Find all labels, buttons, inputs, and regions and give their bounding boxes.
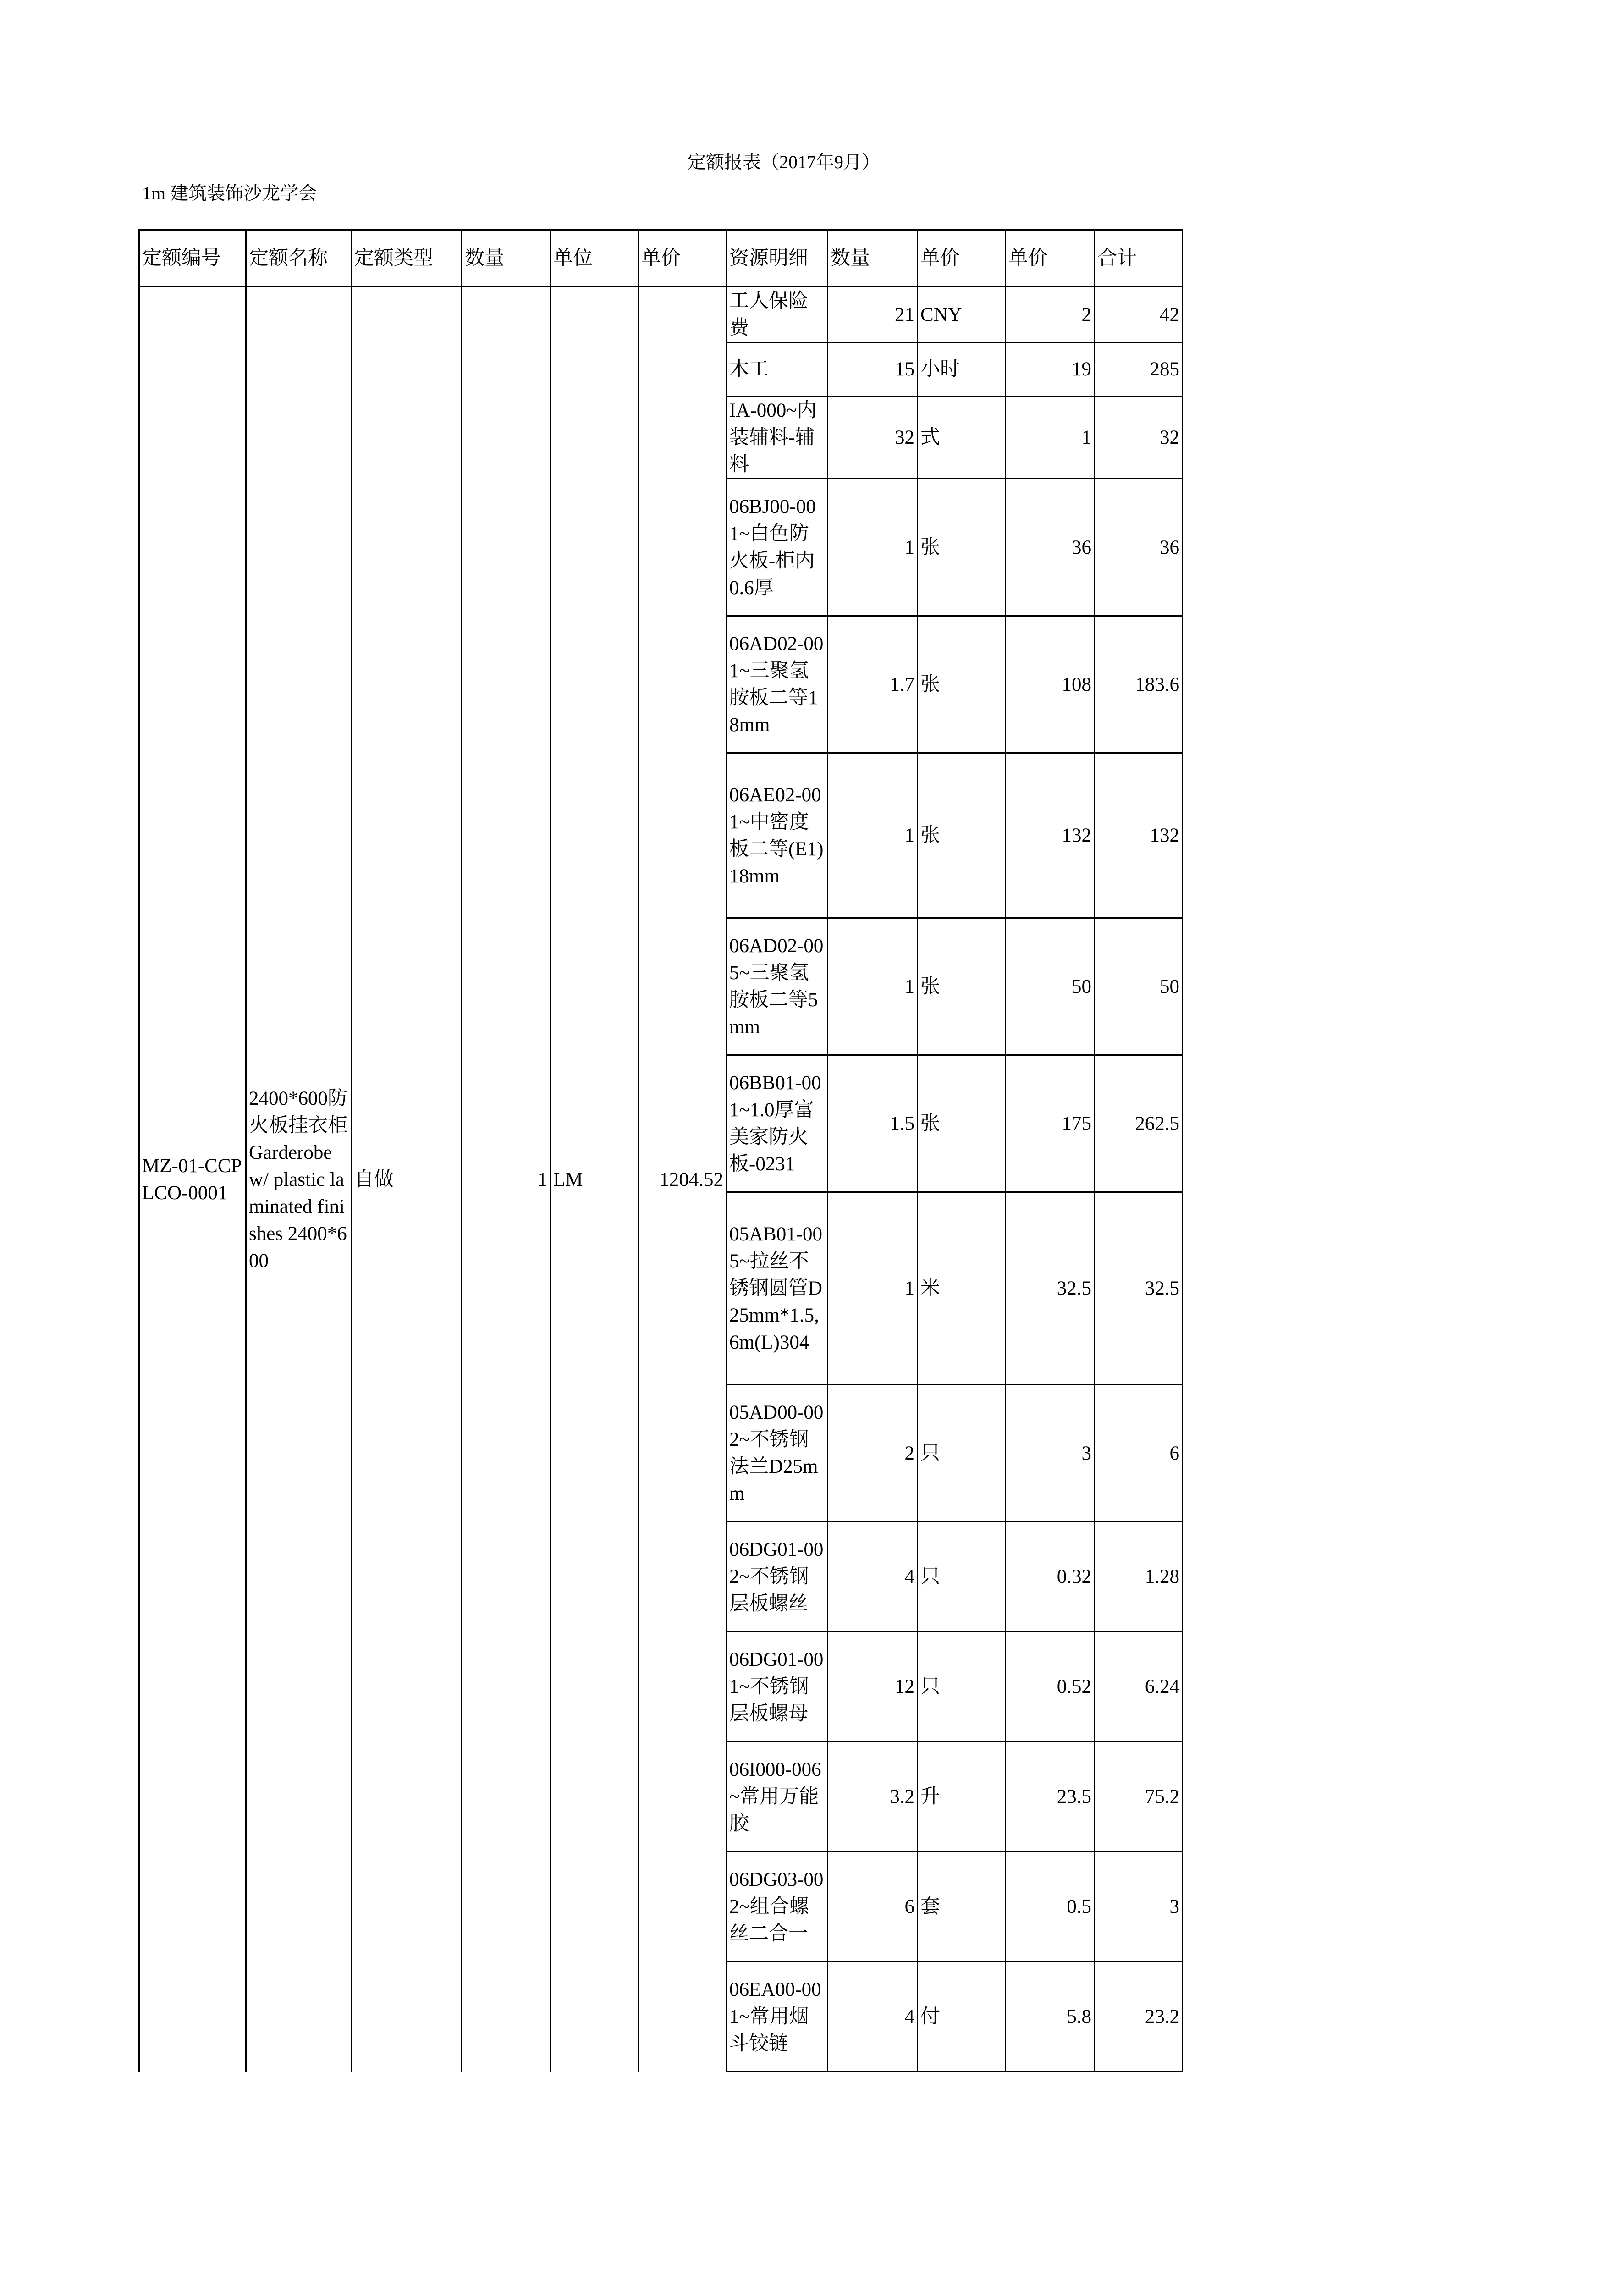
resource-name: 06DG01-001~不锈钢层板螺母 <box>727 1632 828 1742</box>
resource-total: 262.5 <box>1095 1055 1183 1192</box>
resource-price: 1 <box>1006 397 1095 479</box>
resource-total: 23.2 <box>1095 1962 1183 2072</box>
resource-total: 36 <box>1095 479 1183 616</box>
resource-name: 05AB01-005~拉丝不锈钢圆管D25mm*1.5,6m(L)304 <box>727 1192 828 1385</box>
resource-quantity: 1.5 <box>828 1055 918 1192</box>
resource-unit: 式 <box>918 397 1006 479</box>
header-resource-price: 单价 <box>1006 230 1095 286</box>
header-resource-unit: 单价 <box>918 230 1006 286</box>
resource-quantity: 6 <box>828 1852 918 1962</box>
resource-total: 42 <box>1095 286 1183 342</box>
resource-quantity: 1 <box>828 918 918 1055</box>
resource-name: 06EA00-001~常用烟斗铰链 <box>727 1962 828 2072</box>
resource-unit: 米 <box>918 1192 1006 1385</box>
quota-unit: LM <box>551 286 639 2072</box>
resource-total: 75.2 <box>1095 1742 1183 1852</box>
resource-total: 50 <box>1095 918 1183 1055</box>
resource-name: IA-000~内装辅料-辅料 <box>727 397 828 479</box>
resource-unit: 小时 <box>918 342 1006 397</box>
resource-price: 0.5 <box>1006 1852 1095 1962</box>
quota-name: 2400*600防火板挂衣柜Garderobe w/ plastic laminated finishes 2400*600 <box>246 286 352 2072</box>
resource-unit: 只 <box>918 1385 1006 1522</box>
resource-price: 19 <box>1006 342 1095 397</box>
resource-quantity: 4 <box>828 1522 918 1632</box>
resource-quantity: 32 <box>828 397 918 479</box>
header-quota-code: 定额编号 <box>139 230 246 286</box>
header-total: 合计 <box>1095 230 1183 286</box>
resource-price: 0.32 <box>1006 1522 1095 1632</box>
resource-price: 50 <box>1006 918 1095 1055</box>
resource-price: 32.5 <box>1006 1192 1095 1385</box>
table-row <box>139 286 1183 342</box>
header-quota-type: 定额类型 <box>352 230 462 286</box>
resource-price: 108 <box>1006 616 1095 753</box>
resource-name: 06BJ00-001~白色防火板-柜内0.6厚 <box>727 479 828 616</box>
resource-price: 5.8 <box>1006 1962 1095 2072</box>
resource-unit: CNY <box>918 286 1006 342</box>
resource-name: 06BB01-001~1.0厚富美家防火板-0231 <box>727 1055 828 1192</box>
header-unit-price: 单价 <box>639 230 727 286</box>
resource-unit: 张 <box>918 1055 1006 1192</box>
resource-quantity: 1 <box>828 479 918 616</box>
header-unit: 单位 <box>551 230 639 286</box>
quota-type: 自做 <box>352 286 462 2072</box>
resource-quantity: 3.2 <box>828 1742 918 1852</box>
report-title: 定额报表（2017年9月） <box>688 152 880 172</box>
resource-rows <box>139 286 1183 2072</box>
resource-name: 05AD00-002~不锈钢法兰D25mm <box>727 1385 828 1522</box>
header-resource-detail: 资源明细 <box>727 230 828 286</box>
resource-quantity: 2 <box>828 1385 918 1522</box>
resource-price: 36 <box>1006 479 1095 616</box>
resource-quantity: 4 <box>828 1962 918 2072</box>
resource-quantity: 1 <box>828 753 918 918</box>
resource-unit: 张 <box>918 479 1006 616</box>
resource-unit: 付 <box>918 1962 1006 2072</box>
header-row <box>139 230 1183 286</box>
resource-name: 06AE02-001~中密度板二等(E1)18mm <box>727 753 828 918</box>
quota-table <box>138 229 1183 2072</box>
resource-name: 06DG01-002~不锈钢层板螺丝 <box>727 1522 828 1632</box>
header-quota-name: 定额名称 <box>246 230 352 286</box>
resource-price: 3 <box>1006 1385 1095 1522</box>
report-subtitle: 1m 建筑装饰沙龙学会 <box>142 183 317 204</box>
resource-total: 32.5 <box>1095 1192 1183 1385</box>
resource-unit: 升 <box>918 1742 1006 1852</box>
resource-quantity: 15 <box>828 342 918 397</box>
resource-name: 06AD02-005~三聚氢胺板二等5mm <box>727 918 828 1055</box>
resource-total: 32 <box>1095 397 1183 479</box>
resource-unit: 张 <box>918 616 1006 753</box>
resource-unit: 张 <box>918 918 1006 1055</box>
resource-price: 23.5 <box>1006 1742 1095 1852</box>
header-quantity: 数量 <box>462 230 551 286</box>
resource-total: 132 <box>1095 753 1183 918</box>
resource-name: 06DG03-002~组合螺丝二合一 <box>727 1852 828 1962</box>
resource-quantity: 1 <box>828 1192 918 1385</box>
resource-total: 3 <box>1095 1852 1183 1962</box>
resource-unit: 只 <box>918 1632 1006 1742</box>
quota-quantity: 1 <box>462 286 551 2072</box>
resource-total: 6 <box>1095 1385 1183 1522</box>
resource-name: 工人保险费 <box>727 286 828 342</box>
resource-total: 6.24 <box>1095 1632 1183 1742</box>
resource-unit: 只 <box>918 1522 1006 1632</box>
resource-unit: 张 <box>918 753 1006 918</box>
resource-quantity: 21 <box>828 286 918 342</box>
resource-price: 2 <box>1006 286 1095 342</box>
resource-total: 183.6 <box>1095 616 1183 753</box>
quota-code: MZ-01-CCPLCO-0001 <box>139 286 246 2072</box>
resource-price: 132 <box>1006 753 1095 918</box>
resource-name: 木工 <box>727 342 828 397</box>
resource-name: 06AD02-001~三聚氢胺板二等18mm <box>727 616 828 753</box>
resource-total: 1.28 <box>1095 1522 1183 1632</box>
resource-name: 06I000-006~常用万能胶 <box>727 1742 828 1852</box>
resource-price: 0.52 <box>1006 1632 1095 1742</box>
quota-price: 1204.52 <box>639 286 727 2072</box>
resource-price: 175 <box>1006 1055 1095 1192</box>
resource-quantity: 1.7 <box>828 616 918 753</box>
resource-unit: 套 <box>918 1852 1006 1962</box>
resource-total: 285 <box>1095 342 1183 397</box>
header-resource-quantity: 数量 <box>828 230 918 286</box>
resource-quantity: 12 <box>828 1632 918 1742</box>
